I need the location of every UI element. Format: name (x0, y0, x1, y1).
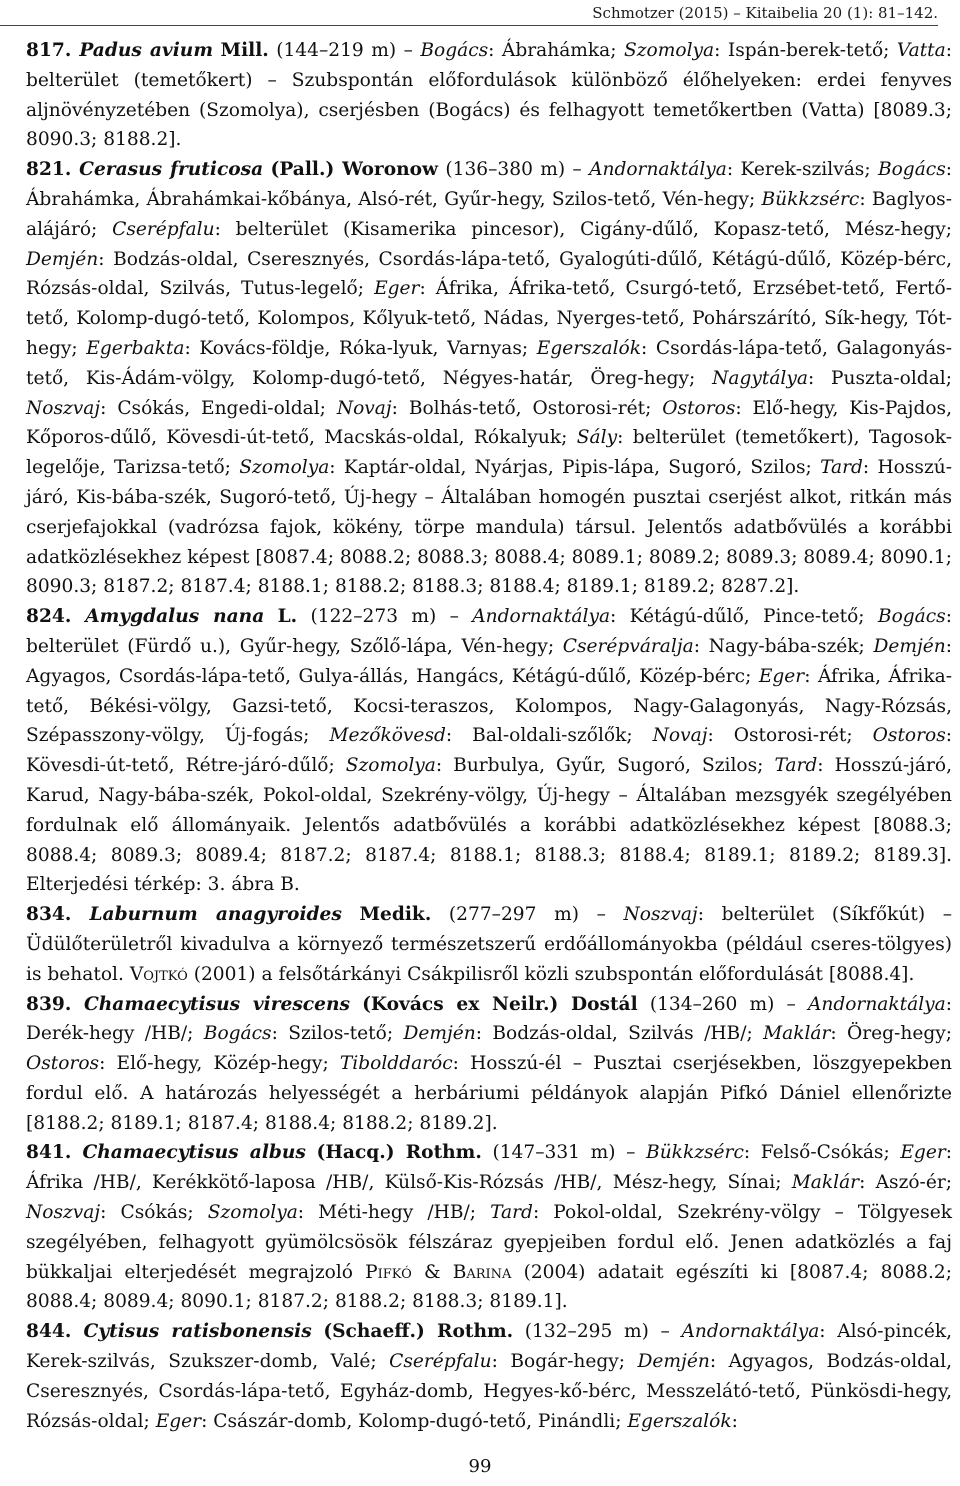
locality-sites: : Szilos-tető; (271, 1023, 404, 1045)
species-entry (26, 36, 952, 155)
locality-sites: : Bogár-hegy; (491, 1351, 638, 1373)
locality-name: Maklár (791, 1172, 860, 1194)
locality-name: Mezőkövesd (329, 725, 446, 747)
locality-name: Noszvaj (623, 904, 698, 926)
locality-name: Tard (490, 1202, 533, 1224)
locality-sites: : Áfrika, Áfrika-tető, Békési-völgy, Gazsi-tető, Kocsi-teraszos, Kolompos, Nagy-Galagonyás, Nagy-Rózsás, Szépasszony-völgy, Új-fogás; (26, 665, 952, 747)
locality-sites: : belterület (temetőkert) – Szubspontán előfordulások különböző élőhelyeken: erdei fenyves aljnövényzetében (Szomolya), cserjésben (Bogács) és felhagyott temetőkertben (Vatta) [8089.3; 8090.3; 8188.2]. (26, 40, 952, 151)
taxon-name: Amygdalus nana (85, 606, 265, 628)
taxon-author: (Kovács ex Neilr.) Dostál (362, 993, 638, 1015)
locality-sites: : belterület (Síkfőkút) – Üdülőterületről kivadulva a környező természetszerű erdőállományokba (például cseres-tölgyes) is behatol. (26, 904, 952, 985)
locality-sites: : Burbulya, Gyűr, Sugoró, Szilos; (435, 755, 775, 777)
taxon-author: (Hacq.) Rothm. (316, 1142, 482, 1164)
locality-name: Novaj (652, 725, 708, 747)
altitude-range: (147–331 m) – (481, 1142, 647, 1164)
locality-sites: : Baglyos-alájáró; (26, 188, 952, 240)
locality-name: Szomolya (239, 457, 330, 479)
taxon-author: (Pall.) Woronow (270, 159, 439, 181)
locality-sites: : Csordás-lápa-tető, Galagonyás-tető, Kis-Ádám-völgy, Kolomp-dugó-tető, Négyes-határ, Öreg-hegy; (26, 337, 953, 389)
locality-name: Ostoros (872, 725, 946, 747)
locality-sites: : Áfrika, Áfrika-tető, Csurgó-tető, Erzsébet-tető, Fertő-tető, Kolomp-dugó-tető, Kolompos, Kőlyuk-tető, Nádas, Nyerges-tető, Pohárszárító, Sík-hegy, Tót-hegy; (26, 278, 952, 359)
locality-name: Ostoros (662, 397, 736, 419)
locality-sites: : belterület (Kisamerika pincesor), Cigány-dűlő, Kopasz-tető, Mész-hegy; (214, 218, 953, 240)
altitude-range: (136–380 m) – (438, 159, 590, 181)
locality-sites: : Aszó-ér; (859, 1172, 953, 1194)
locality-sites: : belterület (temetőkert), Tagosok-legelője, Tarizsa-tető; (26, 427, 952, 479)
taxon-name: Cytisus ratisbonensis (83, 1321, 312, 1343)
locality-name: Eger (900, 1142, 946, 1164)
locality-name: Tard (820, 457, 863, 479)
locality-sites: : Bolhás-tető, Ostorosi-rét; (391, 397, 663, 419)
locality-sites: : Ábrahámka, Ábrahámkai-kőbánya, Alsó-rét, Gyűr-hegy, Szilos-tető, Vén-hegy; (26, 159, 953, 210)
locality-name: Bogács (203, 1023, 272, 1045)
locality-name: Bükkzsérc (761, 188, 860, 210)
taxon-author: L. (277, 606, 298, 628)
species-entry (26, 155, 952, 602)
taxon-name: Padus avium (79, 40, 213, 61)
locality-sites: : Agyagos, Csordás-lápa-tető, Gulya-állás, Hangács, Kétágú-dűlő, Közép-bérc; (26, 635, 952, 687)
taxon-author: Mill. (220, 40, 269, 61)
citation-text: (2001) a felsőtárkányi Csákpilisről közli szubspontán előfordulását [8088.4]. (187, 963, 915, 985)
locality-name: Noszvaj (26, 1202, 101, 1224)
locality-name: Cserépfalu (112, 218, 215, 240)
locality-name: Demjén (403, 1023, 476, 1045)
locality-sites: : belterület (Fürdő u.), Gyűr-hegy, Szőlő-lápa, Vén-hegy; (26, 606, 952, 657)
locality-name: Egerbakta (86, 337, 185, 359)
locality-sites: : Derék-hegy /HB/; (26, 993, 953, 1045)
species-entry (26, 602, 952, 900)
locality-name: Bogács (877, 159, 946, 181)
locality-name: Bogács (877, 606, 946, 628)
cited-author: Pifkó & Barina (365, 1261, 512, 1283)
locality-name: Eger (758, 665, 805, 687)
locality-name: Noszvaj (26, 397, 101, 419)
page-number: 99 (468, 1456, 492, 1477)
locality-sites: : Kövesdi-út-tető, Rétre-járó-dűlő; (26, 725, 952, 777)
taxon-author: (Schaeff.) Rothm. (323, 1321, 514, 1343)
locality-sites: : Kaptár-oldal, Nyárjas, Pipis-lápa, Sugoró, Szilos; (329, 457, 821, 479)
entry-number: 824. (26, 606, 86, 628)
taxon-name: Chamaecytisus albus (82, 1142, 306, 1164)
locality-sites: : Kétágú-dűlő, Pince-tető; (610, 606, 878, 628)
locality-sites: : Felső-Csókás; (743, 1142, 901, 1164)
entry-number: 841. (26, 1142, 83, 1164)
locality-name: Andornaktálya (807, 993, 946, 1015)
locality-sites: : Csókás; (100, 1202, 208, 1224)
header-rule (0, 25, 938, 26)
locality-sites: : Puszta-oldal; (807, 367, 952, 389)
locality-sites: : Kerek-szilvás; (726, 159, 878, 181)
altitude-range: (132–295 m) – (513, 1321, 682, 1343)
locality-sites: : Elő-hegy, Kis-Pajdos, Kőporos-dűlő, Kövesdi-út-tető, Macskás-oldal, Rókalyuk; (26, 397, 952, 449)
locality-sites: : Áfrika /HB/, Kerékkötő-laposa /HB/, Külső-Kis-Rózsás /HB/, Mész-hegy, Sínai; (26, 1142, 952, 1194)
locality-sites: : Alsó-pincék, Kerek-szilvás, Szukszer-domb, Valé; (26, 1321, 953, 1373)
locality-sites: : Pokol-oldal, Szekrény-völgy – Tölgyesek szegélyében, felhagyott gyümölcsösök félszáraz gyepjeiben fordul elő. Jenen adatközlés a faj bükkaljai elterjedését megrajzoló (26, 1202, 952, 1283)
locality-name: Cserépfalu (389, 1351, 492, 1373)
locality-name: Demjén (637, 1351, 710, 1373)
locality-name: Egerszalók (536, 337, 641, 359)
locality-sites: : Bodzás-oldal, Cseresznyés, Csordás-lápa-tető, Gyalogúti-dűlő, Kétágú-dűlő, Közép-bérc, Rózsás-oldal, Szilvás, Tutus-legelő; (26, 248, 952, 300)
locality-name: Tibolddaróc (339, 1053, 453, 1075)
citation-text: (2004) adatait egészíti ki [8087.4; 8088.2; 8088.4; 8089.4; 8090.1; 8187.2; 8188.2; 8188.3; 8189.1]. (26, 1261, 952, 1313)
locality-name: Eger (374, 278, 420, 300)
species-entry (26, 990, 952, 1139)
locality-sites: : Elő-hegy, Közép-hegy; (99, 1053, 340, 1075)
locality-sites: : Bal-oldali-szőlők; (445, 725, 653, 747)
locality-name: Andornaktálya (681, 1321, 820, 1343)
locality-sites: : Császár-domb, Kolomp-dugó-tető, Pinándli; (201, 1410, 628, 1432)
taxon-name: Chamaecytisus virescens (83, 993, 350, 1015)
locality-sites: : Agyagos, Bodzás-oldal, Cseresznyés, Csordás-lápa-tető, Egyház-domb, Hegyes-kő-bérc, Messzelátó-tető, Pünkösdi-hegy, Rózsás-oldal; (26, 1351, 952, 1432)
species-list (26, 36, 952, 1436)
species-entry (26, 1317, 952, 1436)
entry-number: 844. (26, 1321, 84, 1343)
locality-name: Demjén (26, 248, 99, 270)
locality-name: Tard (774, 755, 818, 777)
locality-name: Maklár (763, 1023, 831, 1045)
entry-number: 821. (26, 159, 80, 181)
entry-number: 839. (26, 993, 84, 1015)
locality-name: Eger (155, 1410, 202, 1432)
entry-number: 817. (26, 40, 80, 61)
locality-name: Egerszalók (627, 1410, 732, 1432)
locality-name: Bükkzsérc (646, 1142, 744, 1164)
cited-author: Vojtkó (129, 963, 188, 985)
locality-name: Sály (576, 427, 618, 449)
locality-sites: : Ispán-berek-tető; (714, 40, 897, 61)
altitude-range: (277–297 m) – (431, 904, 624, 926)
locality-name: Bogács (420, 40, 489, 61)
locality-sites: : Bodzás-oldal, Szilvás /HB/; (475, 1023, 764, 1045)
taxon-name: Cerasus fruticosa (79, 159, 264, 181)
locality-name: Nagytálya (712, 367, 808, 389)
locality-name: Demjén (873, 635, 946, 657)
locality-name: Novaj (336, 397, 392, 419)
species-entry (26, 900, 952, 989)
locality-name: Cserépváralja (562, 635, 694, 657)
entry-number: 834. (26, 904, 90, 926)
locality-name: Andornaktálya (472, 606, 611, 628)
locality-name: Andornaktálya (589, 159, 727, 181)
altitude-range: (122–273 m) – (297, 606, 473, 628)
locality-sites: : Hosszú-járó, Karud, Nagy-bába-szék, Pokol-oldal, Szekrény-völgy, Új-hegy – Általában mezsgyék szegélyében fordulnak elő állományaik. Jelentős adatbővülés a korábbi adatközlésekhez képest [8088.3; 8088.4; 8089.3; 8089.4; 8187.2; 8187.4; 8188.1; 8188.3; 8188.4; 8189.1; 8189.2; 8189.3]. Elterjedési térkép: 3. ábra B. (26, 755, 952, 896)
locality-sites: : Ostorosi-rét; (707, 725, 873, 747)
locality-name: Ostoros (26, 1053, 100, 1075)
locality-sites: : Csókás, Engedi-oldal; (100, 397, 337, 419)
taxon-name: Laburnum anagyroides (89, 904, 342, 926)
locality-sites: : Hosszú-él – Pusztai cserjésekben, löszgyepekben fordul elő. A határozás helyességét a herbáriumi példányok alapján Pifkó Dániel ellenőrizte [8188.2; 8189.1; 8187.4; 8188.4; 8188.2; 8189.2]. (26, 1053, 953, 1134)
locality-sites: : Nagy-bába-szék; (693, 635, 874, 657)
locality-sites: : Ábrahámka; (488, 40, 625, 61)
altitude-range: (134–260 m) – (637, 993, 808, 1015)
locality-sites: : (731, 1410, 738, 1432)
locality-sites: : Hosszú-járó, Kis-bába-szék, Sugoró-tető, Új-hegy – Általában homogén pusztai cserjést alkot, ritkán más cserjefajokkal (vadrózsa fajok, kökény, törpe mandula) társul. Jelentős adatbővülés a korábbi adatközlésekhez képest [8087.4; 8088.2; 8088.3; 8088.4; 8089.1; 8089.2; 8089.3; 8089.4; 8090.1; 8090.3; 8187.2; 8187.4; 8188.1; 8188.2; 8188.3; 8188.4; 8189.1; 8189.2; 8287.2]. (26, 457, 952, 598)
taxon-author: Medik. (359, 904, 432, 926)
locality-name: Szomolya (207, 1202, 298, 1224)
locality-sites: : Kovács-földje, Róka-lyuk, Varnyas; (184, 337, 537, 359)
locality-name: Szomolya (345, 755, 436, 777)
locality-name: Vatta (896, 40, 946, 61)
species-entry (26, 1138, 952, 1317)
locality-sites: : Méti-hegy /HB/; (297, 1202, 491, 1224)
journal-citation: Schmotzer (2015) – Kitaibelia 20 (1): 81–142. (592, 4, 938, 22)
locality-sites: : Öreg-hegy; (830, 1023, 952, 1045)
locality-name: Szomolya (624, 40, 715, 61)
running-header (0, 4, 938, 26)
altitude-range: (144–219 m) – (268, 40, 421, 61)
